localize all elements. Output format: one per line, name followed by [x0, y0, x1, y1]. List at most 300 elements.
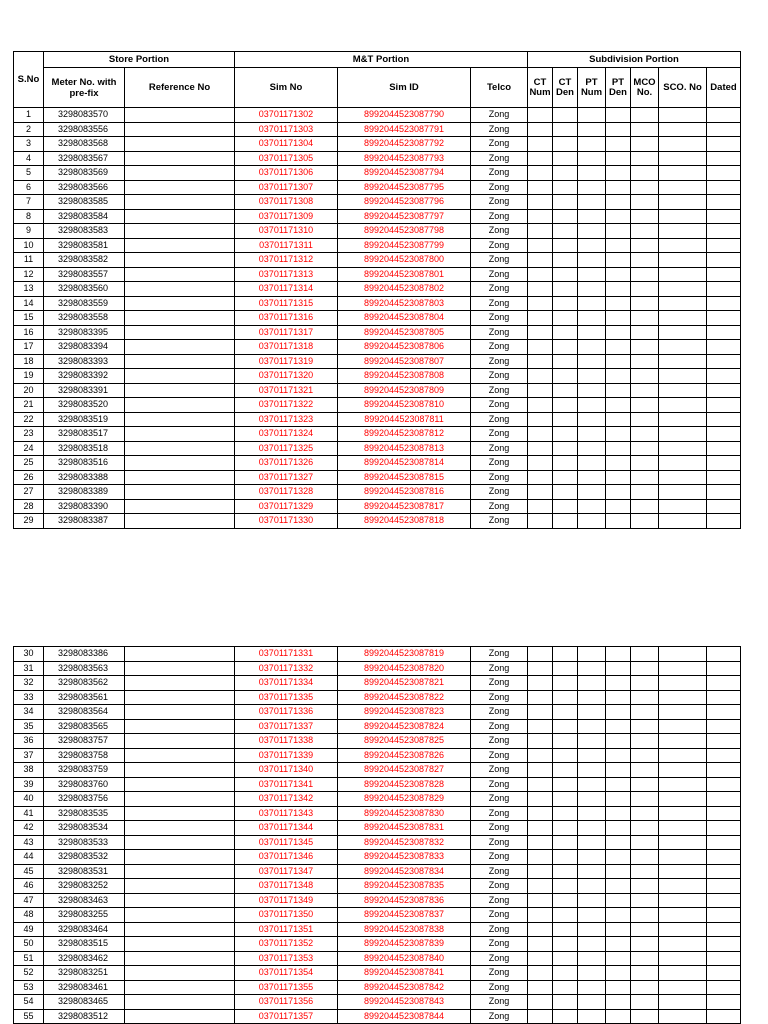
- cell-reference-no: [125, 122, 235, 137]
- cell-reference-no: [125, 137, 235, 152]
- cell-dated: [707, 647, 741, 662]
- cell-pt-den: [606, 647, 631, 662]
- cell-sim-no: 03701171316: [235, 311, 338, 326]
- cell-sno: 16: [14, 325, 44, 340]
- cell-sco-no: [659, 748, 707, 763]
- cell-sim-no: 03701171340: [235, 763, 338, 778]
- cell-sno: 10: [14, 238, 44, 253]
- cell-sim-id: 8992044523087827: [338, 763, 471, 778]
- cell-sim-id: 8992044523087812: [338, 427, 471, 442]
- cell-sco-no: [659, 705, 707, 720]
- cell-sco-no: [659, 966, 707, 981]
- cell-meter-no: 3298083566: [44, 180, 125, 195]
- cell-mco-no: [631, 995, 659, 1010]
- cell-dated: [707, 427, 741, 442]
- cell-pt-num: [578, 748, 606, 763]
- cell-pt-num: [578, 995, 606, 1010]
- cell-ct-den: [553, 647, 578, 662]
- cell-sim-no: 03701171327: [235, 470, 338, 485]
- cell-sim-no: 03701171315: [235, 296, 338, 311]
- cell-telco: Zong: [471, 734, 528, 749]
- cell-ct-num: [528, 705, 553, 720]
- cell-sim-no: 03701171323: [235, 412, 338, 427]
- table-row: [14, 137, 741, 152]
- cell-ct-den: [553, 122, 578, 137]
- cell-sim-id: 8992044523087807: [338, 354, 471, 369]
- cell-dated: [707, 922, 741, 937]
- cell-telco: Zong: [471, 108, 528, 123]
- cell-sno: 52: [14, 966, 44, 981]
- table-row: [14, 267, 741, 282]
- cell-pt-num: [578, 108, 606, 123]
- cell-reference-no: [125, 296, 235, 311]
- cell-sco-no: [659, 485, 707, 500]
- cell-telco: Zong: [471, 937, 528, 952]
- cell-pt-num: [578, 398, 606, 413]
- cell-meter-no: 3298083570: [44, 108, 125, 123]
- cell-sco-no: [659, 151, 707, 166]
- cell-telco: Zong: [471, 441, 528, 456]
- cell-telco: Zong: [471, 514, 528, 529]
- cell-sim-no: 03701171337: [235, 719, 338, 734]
- cell-dated: [707, 966, 741, 981]
- cell-pt-den: [606, 835, 631, 850]
- cell-mco-no: [631, 180, 659, 195]
- cell-sim-id: 8992044523087834: [338, 864, 471, 879]
- cell-sim-id: 8992044523087800: [338, 253, 471, 268]
- cell-dated: [707, 180, 741, 195]
- cell-telco: Zong: [471, 879, 528, 894]
- cell-sim-id: 8992044523087838: [338, 922, 471, 937]
- cell-sco-no: [659, 514, 707, 529]
- cell-sno: 35: [14, 719, 44, 734]
- cell-sco-no: [659, 499, 707, 514]
- table-row: [14, 980, 741, 995]
- cell-reference-no: [125, 151, 235, 166]
- cell-sno: 46: [14, 879, 44, 894]
- header-mt-portion: M&T Portion: [235, 52, 528, 68]
- cell-sco-no: [659, 267, 707, 282]
- cell-mco-no: [631, 748, 659, 763]
- cell-pt-num: [578, 951, 606, 966]
- cell-pt-den: [606, 864, 631, 879]
- cell-sno: 20: [14, 383, 44, 398]
- cell-sno: 51: [14, 951, 44, 966]
- cell-reference-no: [125, 908, 235, 923]
- cell-ct-num: [528, 267, 553, 282]
- cell-sno: 44: [14, 850, 44, 865]
- cell-reference-no: [125, 398, 235, 413]
- cell-reference-no: [125, 267, 235, 282]
- cell-meter-no: 3298083563: [44, 661, 125, 676]
- cell-meter-no: 3298083583: [44, 224, 125, 239]
- sim-allocation-table-continued: [13, 646, 741, 1024]
- cell-dated: [707, 821, 741, 836]
- cell-sim-id: 8992044523087811: [338, 412, 471, 427]
- cell-sim-no: 03701171336: [235, 705, 338, 720]
- cell-dated: [707, 369, 741, 384]
- cell-pt-den: [606, 995, 631, 1010]
- cell-ct-num: [528, 354, 553, 369]
- cell-mco-no: [631, 166, 659, 181]
- cell-ct-den: [553, 951, 578, 966]
- cell-sco-no: [659, 166, 707, 181]
- cell-sim-no: 03701171349: [235, 893, 338, 908]
- cell-dated: [707, 325, 741, 340]
- cell-meter-no: 3298083520: [44, 398, 125, 413]
- cell-sno: 50: [14, 937, 44, 952]
- cell-pt-num: [578, 282, 606, 297]
- cell-sim-no: 03701171330: [235, 514, 338, 529]
- cell-meter-no: 3298083558: [44, 311, 125, 326]
- table-row: [14, 238, 741, 253]
- cell-sim-no: 03701171310: [235, 224, 338, 239]
- cell-ct-den: [553, 253, 578, 268]
- cell-sim-no: 03701171350: [235, 908, 338, 923]
- cell-sim-no: 03701171313: [235, 267, 338, 282]
- cell-sco-no: [659, 311, 707, 326]
- cell-ct-den: [553, 922, 578, 937]
- cell-sno: 34: [14, 705, 44, 720]
- cell-mco-no: [631, 922, 659, 937]
- cell-mco-no: [631, 908, 659, 923]
- cell-mco-no: [631, 734, 659, 749]
- cell-pt-num: [578, 705, 606, 720]
- cell-sno: 53: [14, 980, 44, 995]
- cell-telco: Zong: [471, 412, 528, 427]
- cell-reference-no: [125, 647, 235, 662]
- cell-sno: 7: [14, 195, 44, 210]
- cell-telco: Zong: [471, 354, 528, 369]
- cell-sim-id: 8992044523087801: [338, 267, 471, 282]
- cell-pt-num: [578, 369, 606, 384]
- table-row: [14, 253, 741, 268]
- cell-telco: Zong: [471, 705, 528, 720]
- cell-reference-no: [125, 253, 235, 268]
- cell-ct-num: [528, 676, 553, 691]
- cell-pt-num: [578, 922, 606, 937]
- cell-sim-no: 03701171317: [235, 325, 338, 340]
- cell-sno: 2: [14, 122, 44, 137]
- cell-reference-no: [125, 224, 235, 239]
- header-sim-id: Sim ID: [338, 68, 471, 108]
- cell-sim-no: 03701171347: [235, 864, 338, 879]
- cell-dated: [707, 354, 741, 369]
- cell-pt-num: [578, 383, 606, 398]
- cell-ct-num: [528, 485, 553, 500]
- cell-meter-no: 3298083561: [44, 690, 125, 705]
- cell-ct-num: [528, 253, 553, 268]
- table-row: [14, 282, 741, 297]
- table-row: [14, 792, 741, 807]
- cell-reference-no: [125, 340, 235, 355]
- cell-sco-no: [659, 661, 707, 676]
- cell-sco-no: [659, 719, 707, 734]
- cell-pt-num: [578, 209, 606, 224]
- cell-meter-no: 3298083388: [44, 470, 125, 485]
- cell-dated: [707, 151, 741, 166]
- cell-telco: Zong: [471, 835, 528, 850]
- cell-pt-den: [606, 485, 631, 500]
- cell-sno: 22: [14, 412, 44, 427]
- cell-reference-no: [125, 995, 235, 1010]
- cell-reference-no: [125, 864, 235, 879]
- cell-mco-no: [631, 879, 659, 894]
- cell-sim-no: 03701171309: [235, 209, 338, 224]
- cell-dated: [707, 485, 741, 500]
- cell-ct-den: [553, 180, 578, 195]
- cell-ct-num: [528, 209, 553, 224]
- table-row: [14, 383, 741, 398]
- table-row: [14, 151, 741, 166]
- cell-ct-num: [528, 311, 553, 326]
- cell-pt-num: [578, 966, 606, 981]
- cell-meter-no: 3298083569: [44, 166, 125, 181]
- table-row: [14, 311, 741, 326]
- cell-pt-num: [578, 253, 606, 268]
- cell-meter-no: 3298083518: [44, 441, 125, 456]
- cell-pt-num: [578, 777, 606, 792]
- cell-meter-no: 3298083567: [44, 151, 125, 166]
- cell-pt-num: [578, 980, 606, 995]
- table-row: [14, 224, 741, 239]
- header-mco-no: MCO No.: [631, 68, 659, 108]
- table-row: [14, 195, 741, 210]
- cell-sno: 29: [14, 514, 44, 529]
- cell-reference-no: [125, 282, 235, 297]
- cell-mco-no: [631, 470, 659, 485]
- cell-ct-num: [528, 850, 553, 865]
- cell-meter-no: 3298083533: [44, 835, 125, 850]
- cell-sim-id: 8992044523087791: [338, 122, 471, 137]
- cell-pt-den: [606, 267, 631, 282]
- cell-mco-no: [631, 850, 659, 865]
- cell-pt-den: [606, 922, 631, 937]
- cell-sno: 13: [14, 282, 44, 297]
- cell-meter-no: 3298083532: [44, 850, 125, 865]
- cell-dated: [707, 441, 741, 456]
- cell-pt-den: [606, 180, 631, 195]
- cell-pt-num: [578, 792, 606, 807]
- cell-dated: [707, 282, 741, 297]
- cell-telco: Zong: [471, 398, 528, 413]
- cell-pt-num: [578, 806, 606, 821]
- cell-pt-den: [606, 690, 631, 705]
- cell-meter-no: 3298083394: [44, 340, 125, 355]
- cell-ct-den: [553, 325, 578, 340]
- cell-pt-den: [606, 748, 631, 763]
- cell-sco-no: [659, 282, 707, 297]
- cell-pt-den: [606, 412, 631, 427]
- cell-sno: 49: [14, 922, 44, 937]
- cell-sim-id: 8992044523087810: [338, 398, 471, 413]
- cell-pt-den: [606, 398, 631, 413]
- table-row: [14, 908, 741, 923]
- table-row: [14, 922, 741, 937]
- cell-sim-id: 8992044523087842: [338, 980, 471, 995]
- table-row: [14, 748, 741, 763]
- cell-sim-no: 03701171325: [235, 441, 338, 456]
- cell-sim-no: 03701171344: [235, 821, 338, 836]
- cell-ct-den: [553, 792, 578, 807]
- cell-reference-no: [125, 705, 235, 720]
- cell-pt-den: [606, 166, 631, 181]
- cell-ct-den: [553, 238, 578, 253]
- cell-dated: [707, 238, 741, 253]
- cell-sno: 37: [14, 748, 44, 763]
- cell-sim-id: 8992044523087835: [338, 879, 471, 894]
- cell-sim-id: 8992044523087803: [338, 296, 471, 311]
- cell-sco-no: [659, 835, 707, 850]
- cell-dated: [707, 514, 741, 529]
- cell-reference-no: [125, 195, 235, 210]
- cell-sim-id: 8992044523087817: [338, 499, 471, 514]
- cell-ct-num: [528, 296, 553, 311]
- cell-pt-den: [606, 224, 631, 239]
- cell-sim-no: 03701171311: [235, 238, 338, 253]
- cell-mco-no: [631, 777, 659, 792]
- cell-sim-id: 8992044523087819: [338, 647, 471, 662]
- cell-ct-den: [553, 1009, 578, 1024]
- table-row: [14, 499, 741, 514]
- cell-pt-den: [606, 470, 631, 485]
- cell-sno: 48: [14, 908, 44, 923]
- cell-meter-no: 3298083559: [44, 296, 125, 311]
- cell-dated: [707, 748, 741, 763]
- cell-meter-no: 3298083251: [44, 966, 125, 981]
- cell-pt-num: [578, 676, 606, 691]
- cell-telco: Zong: [471, 238, 528, 253]
- cell-reference-no: [125, 777, 235, 792]
- cell-dated: [707, 398, 741, 413]
- cell-pt-den: [606, 137, 631, 152]
- header-subdivision-portion: Subdivision Portion: [528, 52, 741, 68]
- cell-reference-no: [125, 748, 235, 763]
- cell-ct-den: [553, 195, 578, 210]
- cell-sno: 19: [14, 369, 44, 384]
- cell-sim-id: 8992044523087804: [338, 311, 471, 326]
- cell-reference-no: [125, 485, 235, 500]
- cell-sim-id: 8992044523087796: [338, 195, 471, 210]
- cell-ct-den: [553, 908, 578, 923]
- cell-sim-no: 03701171321: [235, 383, 338, 398]
- cell-mco-no: [631, 937, 659, 952]
- cell-reference-no: [125, 951, 235, 966]
- cell-meter-no: 3298083462: [44, 951, 125, 966]
- cell-pt-num: [578, 470, 606, 485]
- cell-dated: [707, 995, 741, 1010]
- cell-telco: Zong: [471, 850, 528, 865]
- cell-sco-no: [659, 340, 707, 355]
- cell-pt-den: [606, 195, 631, 210]
- cell-meter-no: 3298083386: [44, 647, 125, 662]
- cell-dated: [707, 879, 741, 894]
- cell-dated: [707, 777, 741, 792]
- cell-sco-no: [659, 806, 707, 821]
- cell-telco: Zong: [471, 763, 528, 778]
- cell-dated: [707, 412, 741, 427]
- cell-pt-den: [606, 719, 631, 734]
- cell-reference-no: [125, 166, 235, 181]
- cell-pt-den: [606, 122, 631, 137]
- cell-sco-no: [659, 398, 707, 413]
- cell-ct-den: [553, 777, 578, 792]
- header-reference-no: Reference No: [125, 68, 235, 108]
- cell-sim-id: 8992044523087809: [338, 383, 471, 398]
- cell-pt-num: [578, 763, 606, 778]
- cell-sim-no: 03701171346: [235, 850, 338, 865]
- cell-reference-no: [125, 719, 235, 734]
- cell-sco-no: [659, 980, 707, 995]
- cell-ct-num: [528, 340, 553, 355]
- cell-telco: Zong: [471, 1009, 528, 1024]
- cell-ct-num: [528, 647, 553, 662]
- cell-telco: Zong: [471, 922, 528, 937]
- cell-mco-no: [631, 209, 659, 224]
- cell-sno: 31: [14, 661, 44, 676]
- cell-pt-den: [606, 383, 631, 398]
- cell-sco-no: [659, 893, 707, 908]
- cell-sim-id: 8992044523087826: [338, 748, 471, 763]
- cell-meter-no: 3298083582: [44, 253, 125, 268]
- cell-pt-num: [578, 864, 606, 879]
- table-row: [14, 209, 741, 224]
- cell-meter-no: 3298083757: [44, 734, 125, 749]
- cell-mco-no: [631, 340, 659, 355]
- cell-sim-id: 8992044523087805: [338, 325, 471, 340]
- header-sco-no: SCO. No: [659, 68, 707, 108]
- cell-telco: Zong: [471, 311, 528, 326]
- cell-telco: Zong: [471, 195, 528, 210]
- table-row: [14, 966, 741, 981]
- cell-ct-num: [528, 966, 553, 981]
- cell-dated: [707, 267, 741, 282]
- cell-sno: 33: [14, 690, 44, 705]
- cell-mco-no: [631, 705, 659, 720]
- cell-ct-num: [528, 383, 553, 398]
- cell-sno: 47: [14, 893, 44, 908]
- cell-sno: 55: [14, 1009, 44, 1024]
- cell-sno: 45: [14, 864, 44, 879]
- table-row: [14, 763, 741, 778]
- cell-sim-no: 03701171334: [235, 676, 338, 691]
- cell-dated: [707, 850, 741, 865]
- cell-dated: [707, 166, 741, 181]
- cell-reference-no: [125, 325, 235, 340]
- cell-sim-no: 03701171326: [235, 456, 338, 471]
- cell-sim-id: 8992044523087795: [338, 180, 471, 195]
- cell-mco-no: [631, 195, 659, 210]
- cell-meter-no: 3298083252: [44, 879, 125, 894]
- cell-ct-num: [528, 514, 553, 529]
- cell-sim-no: 03701171351: [235, 922, 338, 937]
- cell-telco: Zong: [471, 893, 528, 908]
- cell-telco: Zong: [471, 282, 528, 297]
- cell-telco: Zong: [471, 485, 528, 500]
- cell-dated: [707, 734, 741, 749]
- header-dated: Dated: [707, 68, 741, 108]
- cell-reference-no: [125, 937, 235, 952]
- cell-mco-no: [631, 806, 659, 821]
- cell-ct-num: [528, 456, 553, 471]
- cell-sco-no: [659, 922, 707, 937]
- cell-meter-no: 3298083512: [44, 1009, 125, 1024]
- cell-pt-num: [578, 850, 606, 865]
- cell-mco-no: [631, 676, 659, 691]
- cell-telco: Zong: [471, 253, 528, 268]
- cell-sco-no: [659, 427, 707, 442]
- cell-reference-no: [125, 676, 235, 691]
